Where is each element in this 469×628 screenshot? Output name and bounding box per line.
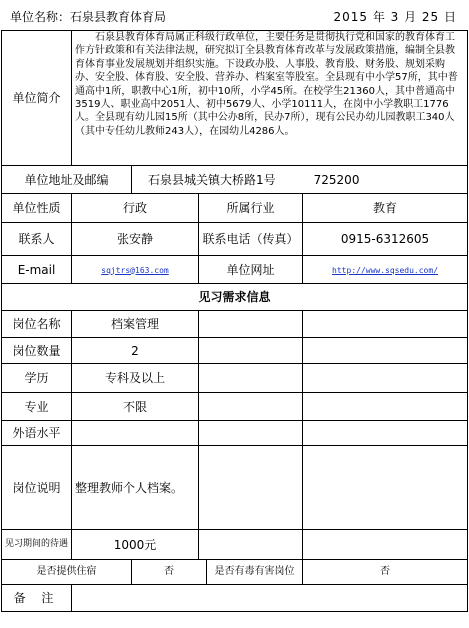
unit-name-value: 石泉县教育体育局 [70,10,167,24]
lodging-value: 否 [132,560,207,585]
blank-cell [303,338,468,364]
industry-value: 教育 [303,194,468,223]
blank-cell [199,530,303,560]
blank-cell [303,393,468,421]
blank-cell [199,364,303,393]
blank-cell [199,338,303,364]
website-link[interactable]: http://www.sqsedu.com/ [332,265,439,275]
hazard-label: 是否有毒有害岗位 [207,560,303,585]
website-label: 单位网址 [199,256,303,284]
unit-name-label: 单位名称： [10,10,71,24]
email-label: E-mail [2,256,72,284]
major-value: 不限 [72,393,199,421]
nature-label: 单位性质 [2,194,72,223]
form-header [0,0,469,30]
position-count-label: 岗位数量 [2,338,72,364]
blank-cell [199,446,303,530]
education-value: 专科及以上 [72,364,199,393]
blank-cell [303,446,468,530]
phone-label: 联系电话（传真） [199,223,303,256]
position-name-value: 档案管理 [72,311,199,338]
postcode-value: 725200 [313,172,360,187]
lodging-label: 是否提供住宿 [2,560,132,585]
unit-name-line [10,8,166,25]
position-count-value: 2 [72,338,199,364]
contact-label: 联系人 [2,223,72,256]
blank-cell [199,421,303,446]
description-label: 岗位说明 [2,446,72,530]
email-cell [72,256,199,284]
address-value: 石泉县城关镇大桥路1号 [148,172,276,187]
nature-value: 行政 [72,194,199,223]
pay-label: 见习期间的待遇 [2,530,72,560]
language-value [72,421,199,446]
blank-cell [199,311,303,338]
internship-form-table [1,30,468,612]
address-label: 单位地址及邮编 [2,166,132,194]
form-date: 2015 年 3 月 25 日 [333,10,457,24]
remarks-value [72,585,468,612]
intro-text: 石泉县教育体育局属正科级行政单位，主要任务是贯彻执行党和国家的教育体育工作方针政策和有关法律法规，研究拟订全县教育体育改革与发展政策措施，编制全县教育体育事业发展规划并组织实施。下设政办股、人事股、教育股、财务股、规划采购办、安全股、体育股、安全股、营养办、档案室等股室。全县现有中小学57所，其中普通高中1所，职教中心1所，初中10所，小学45所。在校学生21360人，其中普通高中3519人、职业高中2051人、初中5679人、小学10111人，在岗中小学教职工1776人。全县现有幼儿园15所（其中公办8所，民办7所），现有公民办幼儿园教职工340人（其中专任幼儿教师243人），在园幼儿4286人。 [72,31,468,166]
remarks-label: 备 注 [2,585,72,612]
industry-label: 所属行业 [199,194,303,223]
contact-value: 张安静 [72,223,199,256]
website-cell [303,256,468,284]
blank-cell [303,364,468,393]
hazard-value: 否 [303,560,468,585]
blank-cell [303,421,468,446]
section-title: 见习需求信息 [2,284,468,311]
blank-cell [303,311,468,338]
major-label: 专业 [2,393,72,421]
intro-label: 单位简介 [2,31,72,166]
education-label: 学历 [2,364,72,393]
position-name-label: 岗位名称 [2,311,72,338]
blank-cell [199,393,303,421]
email-link[interactable]: sqjtrs@163.com [101,265,169,275]
blank-cell [303,530,468,560]
phone-value: 0915-6312605 [303,223,468,256]
description-value: 整理教师个人档案。 [72,446,199,530]
address-cell [132,166,468,194]
pay-value: 1000元 [72,530,199,560]
language-label: 外语水平 [2,421,72,446]
